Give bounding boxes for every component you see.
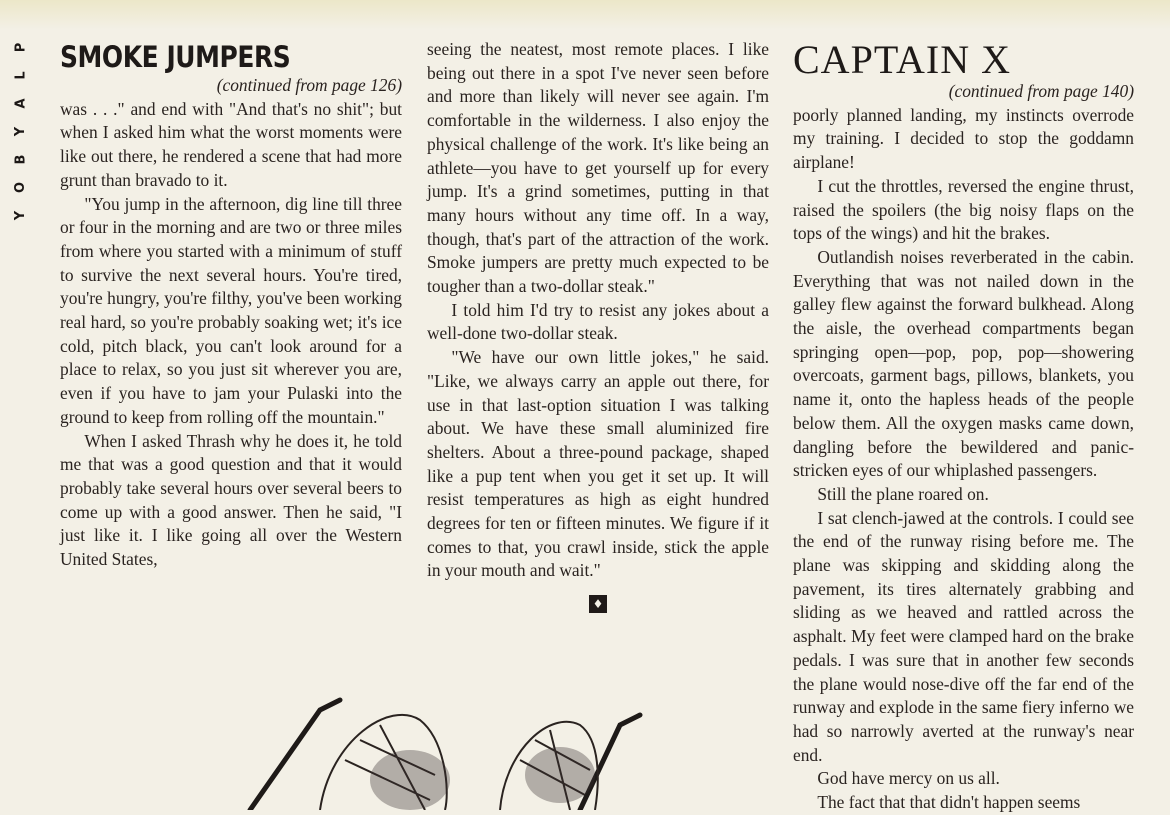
spine-letter: P	[13, 42, 29, 53]
column-smoke-jumpers-cont	[427, 38, 769, 615]
spine-letter: A	[13, 98, 29, 109]
paragraph: Outlandish noises reverberated in the cabin. Everything that was not nailed down in the galley flew against the forward bulkhead. Along the aisle, the overhead compartments began springing open—pop, pop, pop—showering overcoats, garment bags, pillows, blankets, you name it, onto the hapless heads of the people below them. All the oxygen masks came down, dangling before the bewildered and panic-stricken eyes of our whiplashed passengers.	[793, 246, 1134, 481]
paragraph: "You jump in the afternoon, dig line till three or four in the morning and are two or three miles from where you started with a minimum of stuff to survive the next several hours. You're tired, you're hungry, you're filthy, you've been working real hard, so you're probably soaking wet; it's ice cold, pitch black, you can't look around for a place to relax, so you just sit wherever you are, even if you have to jam your Pulaski into the ground to keep from rolling off the mountain."	[60, 193, 402, 427]
paragraph: God have mercy on us all.	[817, 768, 1000, 789]
spine-letter: B	[13, 154, 29, 165]
column-smoke-jumpers	[60, 38, 402, 572]
page-stain	[0, 0, 1170, 30]
magazine-spine-label	[10, 40, 32, 223]
paragraph: I cut the throttles, reversed the engine thrust, raised the spoilers (the big noisy flaps on the tops of the wings) and hit the brakes.	[793, 175, 1134, 244]
continued-note: (continued from page 140)	[948, 81, 1134, 101]
spine-letter: Y	[13, 126, 29, 137]
paragraph: poorly planned landing, my instincts overrode my training. I decided to stop the goddamn airplane!	[793, 104, 1134, 173]
paragraph: I told him I'd try to resist any jokes about a well-done two-dollar steak.	[427, 299, 769, 344]
paragraph: "We have our own little jokes," he said. "Like, we always carry an apple out there, for use in that last-option situation I was talking about. We have these small aluminized fire shelters. About a three-pound package, shaped like a pup tent when you get it set up. It will resist temperatures as high as eight hundred degrees for ten or fifteen minutes. We figure if it comes to that, you crawl inside, stick the apple in your mouth and wait."	[427, 347, 769, 581]
paragraph: I sat clench-jawed at the controls. I could see the end of the runway rising before me. The plane was skipping and skidding along the pavement, its tires alternately grabbing and sliding as we heaved and rattled across the asphalt. My feet were clamped hard on the brake pedals. I was sure that in another few seconds the plane would nose-dive off the far end of the runway and explode in the same fiery inferno we had so narrowly averted at the runway's near end.	[793, 507, 1134, 765]
paragraph: Still the plane roared on.	[817, 483, 989, 504]
article-heading: SMOKE JUMPERS	[60, 40, 291, 74]
paragraph: When I asked Thrash why he does it, he told me that was a good question and that it would probably take several hours over several beers to come up with a good answer. Then he said, "I just like it. I like going all over the Western United States,	[60, 430, 402, 570]
spine-letter: O	[13, 181, 29, 194]
illustration-goggles	[170, 680, 710, 810]
paragraph: The fact that that didn't happen seems	[817, 792, 1081, 813]
spine-letter: L	[13, 71, 29, 80]
paragraph: was . . ." and end with "And that's no shit"; but when I asked him what the worst moments were like out there, he rendered a scene that had more grunt than bravado to it.	[60, 98, 402, 190]
rabbit-head-icon: ♦	[589, 595, 607, 613]
paragraph: seeing the neatest, most remote places. I like being out there in a spot I've never seen before and more than likely will never see again. I'm comfortable in the wilderness. I also enjoy the physical challenge of the work. It's like being an athlete—you have to get yourself up for every jump. It's a grind sometimes, putting in that many hours without any time off. In a way, though, that's part of the attraction of the work. Smoke jumpers are pretty much expected to be tougher than a two-dollar steak."	[427, 39, 769, 297]
article-heading: CAPTAIN X	[793, 37, 1012, 82]
end-mark	[427, 591, 769, 615]
spine-letter: Y	[13, 210, 29, 221]
continued-note: (continued from page 126)	[216, 75, 402, 95]
column-captain-x	[793, 38, 1134, 815]
